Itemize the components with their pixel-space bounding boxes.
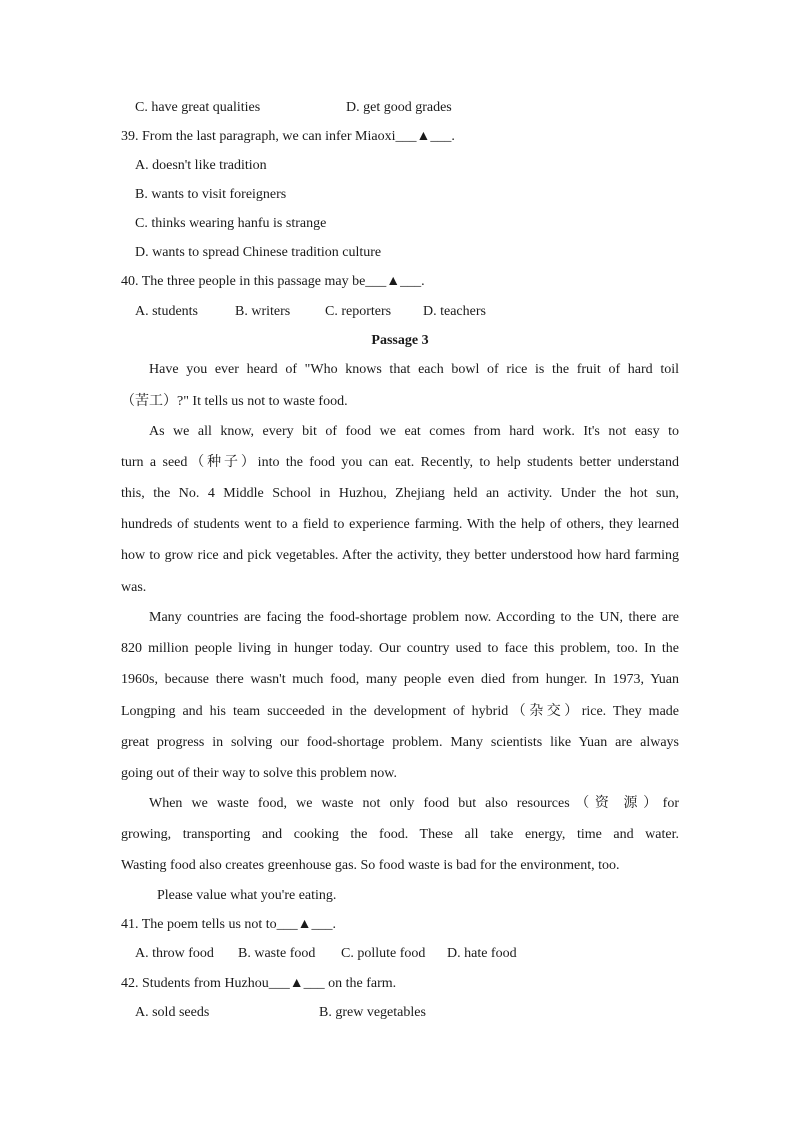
q42-option-a: A. sold seeds — [135, 1005, 210, 1020]
q39-option-a: A. doesn't like tradition — [135, 158, 267, 173]
p3-line-5: great progress in solving our food-shortage problem. Many scientists like Yuan are always — [121, 735, 679, 750]
q40-option-d: D. teachers — [423, 304, 486, 319]
p4-line-1: When we waste food, we waste not only food but also resources（资 源）for — [149, 796, 679, 811]
p1-line-1: Have you ever heard of "Who knows that each bowl of rice is the fruit of hard toil — [149, 362, 679, 377]
p2-line-1: As we all know, every bit of food we eat comes from hard work. It's not easy to — [149, 424, 679, 439]
q39-option-c: C. thinks wearing hanfu is strange — [135, 216, 327, 231]
p3-line-4: Longping and his team succeeded in the development of hybrid（杂交）rice. They made — [121, 704, 679, 719]
q39-stem: 39. From the last paragraph, we can infer Miaoxi___▲___. — [121, 129, 455, 144]
q39-option-b: B. wants to visit foreigners — [135, 187, 287, 202]
q40-option-b: B. writers — [235, 304, 291, 319]
q41-option-c: C. pollute food — [341, 946, 426, 961]
q38-option-d: D. get good grades — [346, 100, 452, 115]
p3-line-1: Many countries are facing the food-shortage problem now. According to the UN, there are — [149, 610, 679, 625]
p3-line-2: 820 million people living in hunger today. Our country used to face this problem, too. In the — [121, 641, 679, 656]
p4-line-3: Wasting food also creates greenhouse gas. So food waste is bad for the environment, too. — [121, 858, 620, 873]
p2-line-3: this, the No. 4 Middle School in Huzhou, Zhejiang held an activity. Under the hot sun, — [121, 486, 679, 501]
p2-line-6: was. — [121, 580, 147, 595]
q40-option-a: A. students — [135, 304, 198, 319]
q39-option-d: D. wants to spread Chinese tradition culture — [135, 245, 382, 260]
p2-line-4: hundreds of students went to a field to experience farming. With the help of others, they learned — [121, 517, 679, 532]
q41-option-a: A. throw food — [135, 946, 214, 961]
q41-stem: 41. The poem tells us not to___▲___. — [121, 917, 337, 932]
p2-line-2: turn a seed（种子）into the food you can eat. Recently, to help students better understand — [121, 455, 679, 470]
q42-stem: 42. Students from Huzhou___▲___ on the farm. — [121, 976, 397, 991]
q40-option-c: C. reporters — [325, 304, 392, 319]
p1-line-2: （苦工）?" It tells us not to waste food. — [121, 394, 348, 409]
p2-line-5: how to grow rice and pick vegetables. After the activity, they better understood how hard farming — [121, 548, 679, 563]
p5-line: Please value what you're eating. — [157, 888, 337, 903]
passage-title: Passage 3 — [371, 333, 429, 348]
q40-stem: 40. The three people in this passage may be___▲___. — [121, 274, 425, 289]
q41-option-d: D. hate food — [447, 946, 517, 961]
p4-line-2: growing, transporting and cooking the food. These all take energy, time and water. — [121, 827, 679, 842]
p3-line-3: 1960s, because there wasn't much food, many people even died from hunger. In 1973, Yuan — [121, 672, 679, 687]
q41-option-b: B. waste food — [238, 946, 316, 961]
q42-option-b: B. grew vegetables — [319, 1005, 426, 1020]
p3-line-6: going out of their way to solve this problem now. — [121, 766, 397, 781]
q38-option-c: C. have great qualities — [135, 100, 261, 115]
